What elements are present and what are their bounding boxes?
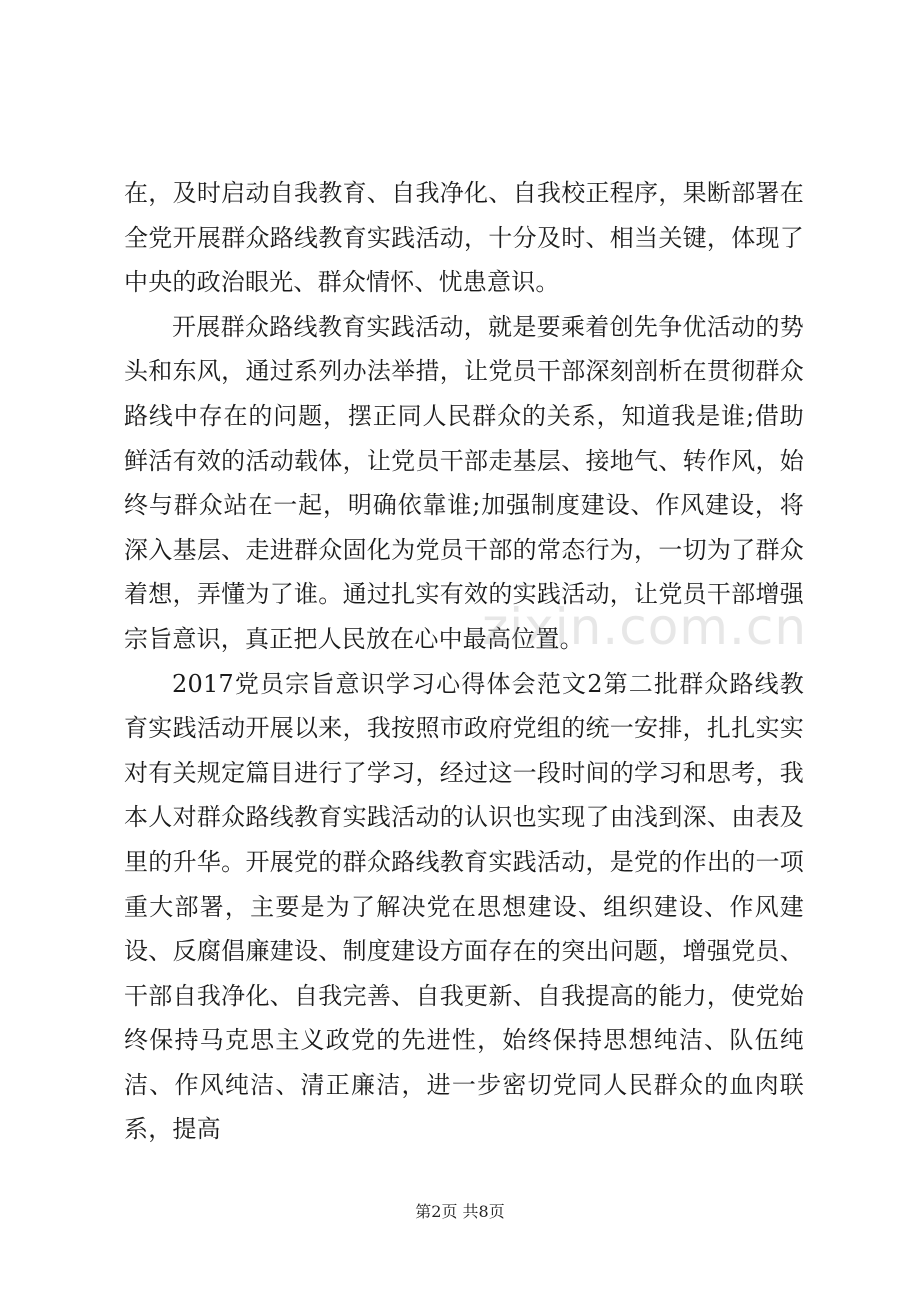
- paragraph-2: 开展群众路线教育实践活动，就是要乘着创先争优活动的势头和东风，通过系列办法举措，让党员干部深刻剖析在贯彻群众路线中存在的问题，摆正同人民群众的关系，知道我是谁;借助鲜活有效的活动载体，让党员干部走基层、接地气、转作风，始终与群众站在一起，明确依靠谁;加强制度建设、作风建设，将深入基层、走进群众固化为党员干部的常态行为，一切为了群众着想，弄懂为了谁。通过扎实有效的实践活动，让党员干部增强宗旨意识，真正把人民放在心中最高位置。: [124, 312, 804, 653]
- page-number-footer: 第2页 共8页: [415, 1202, 505, 1221]
- document-body: [124, 171, 804, 1152]
- watermark: zixin.com.cn: [482, 598, 808, 656]
- paragraph-1: 在，及时启动自我教育、自我净化、自我校正程序，果断部署在全党开展群众路线教育实践活动，十分及时、相当关键，体现了中央的政治眼光、群众情怀、忧患意识。: [124, 179, 804, 297]
- paragraph-3: 2017党员宗旨意识学习心得体会范文2第二批群众路线教育实践活动开展以来，我按照市政府党组的统一安排，扎扎实实对有关规定篇目进行了学习，经过这一段时间的学习和思考，我本人对群众路线教育实践活动的认识也实现了由浅到深、由表及里的升华。开展党的群众路线教育实践活动，是党的作出的一项重大部署，主要是为了解决党在思想建设、组织建设、作风建设、反腐倡廉建设、制度建设方面存在的突出问题，增强党员、干部自我净化、自我完善、自我更新、自我提高的能力，使党始终保持马克思主义政党的先进性，始终保持思想纯洁、队伍纯洁、作风纯洁、清正廉洁，进一步密切党同人民群众的血肉联系，提高: [124, 669, 804, 1144]
